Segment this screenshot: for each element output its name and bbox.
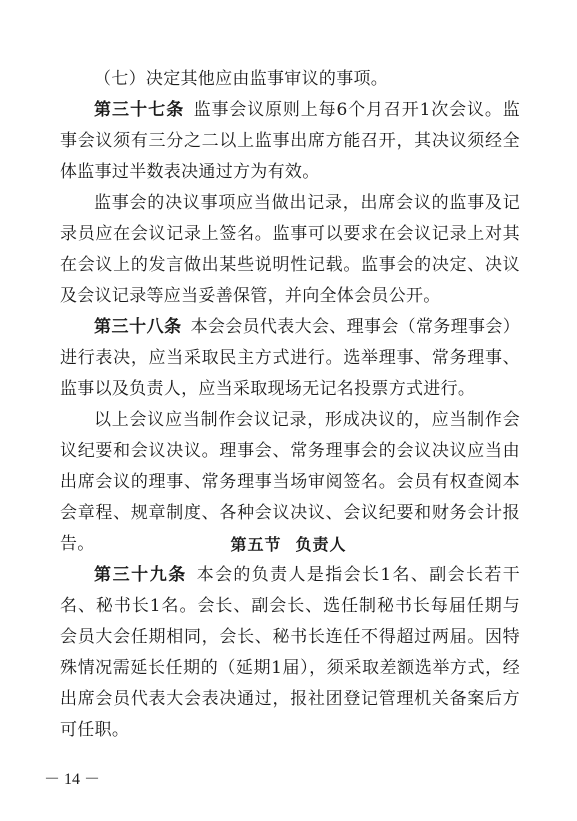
clause-7-paragraph: （七）决定其他应由监事审议的事项。 — [94, 69, 389, 89]
supervisor-records-paragraph: 监事会的决议事项应当做出记录，出席会议的监事及记录员应在会议记录上签名。监事可以要求在会议记录上对其在会议上的发言做出某些说明性记载。监事会的决定、决议及会议记录等应当妥善保管，并向全体会员公开。 — [60, 193, 520, 306]
article-39-text: 本会的负责人是指会长1名、副会长若干名、秘书长1名。会长、副会长、选任制秘书长每届任期与会员大会任期相同，会长、秘书长连任不得超过两届。因特殊情况需延长任期的（延期1届），须采取差额选举方式，经出席会员代表大会表决通过，报社团登记管理机关备案后方可任职。 — [60, 565, 521, 740]
meeting-records-paragraph: 以上会议应当制作会议记录，形成决议的，应当制作会议纪要和会议决议。理事会、常务理事会的会议决议应当由出席会议的理事、常务理事当场审阅签名。会员有权查阅本会章程、规章制度、各种会议决议、会议纪要和财务会计报告。 — [60, 410, 520, 554]
article-37-label: 第三十七条 — [94, 100, 185, 120]
section-title: 负责人 — [295, 535, 347, 554]
section-heading — [0, 529, 577, 560]
article-38-label: 第三十八条 — [94, 317, 182, 337]
article-37-text: 监事会议原则上每6个月召开1次会议。监事会议须有三分之二以上监事出席方能召开，其决议须经全体监事过半数表决通过方为有效。 — [60, 100, 520, 182]
article-38-paragraph — [60, 312, 520, 405]
section-number: 第五节 — [230, 535, 282, 554]
page-number: － 14 － — [44, 771, 101, 788]
article-37-paragraph — [60, 95, 520, 188]
article-39-label: 第三十九条 — [94, 565, 187, 585]
article-39-paragraph — [60, 560, 520, 746]
article-38-text: 本会会员代表大会、理事会（常务理事会）进行表决，应当采取民主方式进行。选举理事、常务理事、监事以及负责人，应当采取现场无记名投票方式进行。 — [60, 317, 521, 399]
